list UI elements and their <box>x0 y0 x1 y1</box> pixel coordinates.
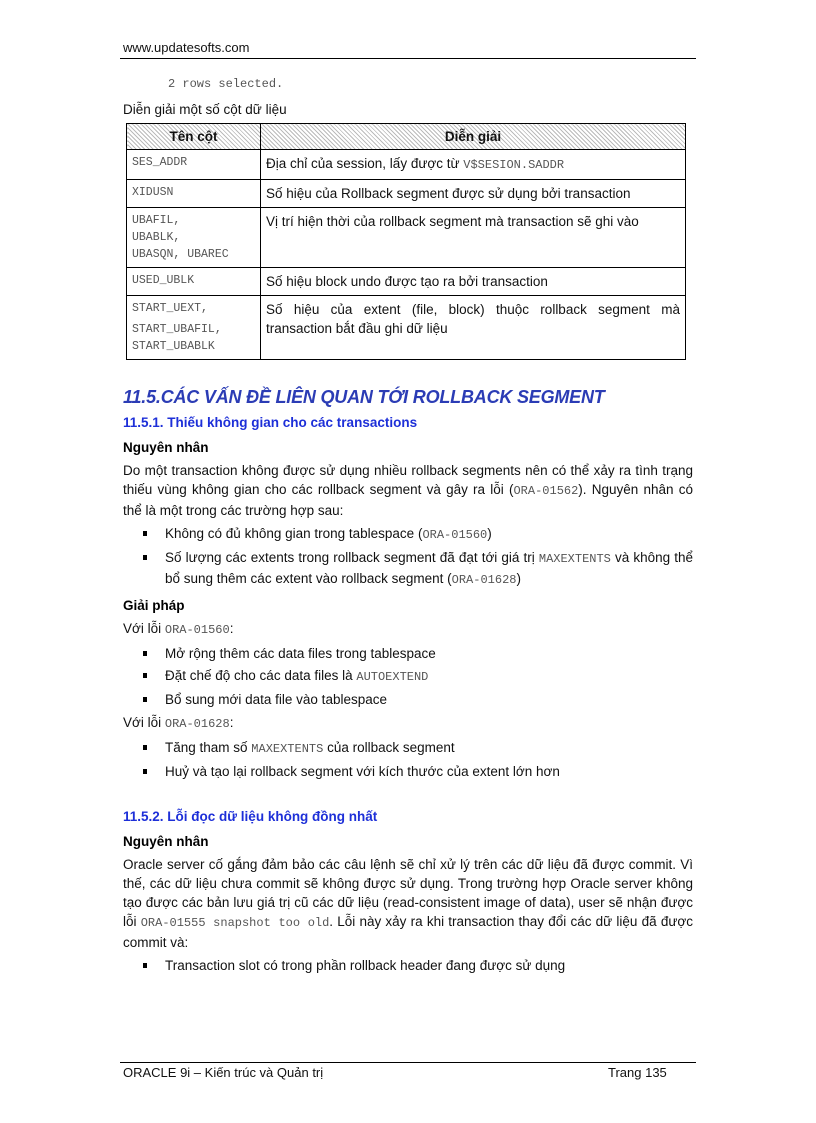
solution-list <box>123 738 693 781</box>
column-description-table <box>126 123 686 360</box>
list-item <box>123 956 693 975</box>
error-intro <box>123 619 693 640</box>
column-name: START_UBABLK <box>132 340 215 353</box>
bullet-icon <box>143 769 147 774</box>
item-text: Số lượng các extents trong rollback segment đã đạt tới giá trị <box>165 550 539 565</box>
list-item <box>123 738 693 759</box>
bullet-icon <box>143 673 147 678</box>
description-cell <box>261 150 686 180</box>
list-item <box>123 690 693 709</box>
column-name-cell <box>127 180 261 208</box>
footer-title: ORACLE 9i – Kiến trúc và Quản trị <box>123 1065 324 1080</box>
item-text: Mở rộng thêm các data files trong tablespace <box>165 646 436 661</box>
cause-heading: Nguyên nhân <box>123 440 209 455</box>
description-cell <box>261 208 686 268</box>
table-caption: Diễn giải một số cột dữ liệu <box>123 102 287 117</box>
cause-text: Do một transaction không được sử dụng nhiều rollback segments nên có thể xảy ra tình trạng thiếu vùng không gian cho các rollback segment và gây ra lỗi ( <box>123 463 693 497</box>
cause-text: . Lỗi này xảy ra khi transaction thay đổi các dữ liệu đã được commit và: <box>123 914 693 950</box>
column-name: USED_UBLK <box>132 274 195 287</box>
item-text: ) <box>487 526 492 541</box>
item-text: Tăng tham số <box>165 740 252 755</box>
description-cell <box>261 180 686 208</box>
item-text: Transaction slot có trong phần rollback header đang được sử dụng <box>165 958 566 973</box>
list-item <box>123 666 693 687</box>
section-title: 11.5.CÁC VẤN ĐỀ LIÊN QUAN TỚI ROLLBACK SEGMENT <box>123 387 605 407</box>
parameter-code: AUTOEXTEND <box>356 670 429 684</box>
header-url[interactable]: www.updatesofts.com <box>123 40 250 55</box>
error-code: ORA-01628 <box>451 573 517 587</box>
item-text: Bổ sung mới data file vào tablespace <box>165 692 387 707</box>
table-row <box>127 268 686 296</box>
table-row <box>127 208 686 268</box>
bullet-icon <box>143 697 147 702</box>
table-header-row <box>127 124 686 150</box>
cause-text: Oracle server cố gắng đảm bảo các câu lệnh sẽ chỉ xử lý trên các dữ liệu đã được commit. Vì thế, các dữ liệu chưa commit sẽ không được sử dụng. Trong trường hợp Oracle server không tạo được các bản lưu giá trị cũ các dữ liệu (read-consistent image of data), user sẽ nhận được lỗi <box>123 857 693 929</box>
error-code: ORA-01555 snapshot too old <box>140 916 330 930</box>
column-name: SES_ADDR <box>132 156 188 169</box>
error-code: ORA-01562 <box>513 484 579 498</box>
page-number: Trang 135 <box>608 1065 667 1080</box>
page-content <box>123 72 693 979</box>
header-description: Diễn giải <box>261 124 686 150</box>
subsection-title: 11.5.2. Lỗi đọc dữ liệu không đồng nhất <box>123 809 378 824</box>
error-intro-text: Với lỗi <box>123 621 165 636</box>
bullet-icon <box>143 963 147 968</box>
column-name: START_UBAFIL, <box>132 323 222 336</box>
item-text: của rollback segment <box>323 740 455 755</box>
column-name: UBABLK, <box>132 231 181 244</box>
header-rule <box>120 58 696 59</box>
error-intro-suffix: : <box>229 715 234 730</box>
bullet-icon <box>143 745 147 750</box>
bullet-icon <box>143 651 147 656</box>
table-row <box>127 180 686 208</box>
column-name-cell <box>127 296 261 360</box>
error-code: ORA-01560 <box>164 623 230 637</box>
column-name-cell <box>127 150 261 180</box>
description-text: Địa chỉ của session, lấy được từ <box>266 156 464 171</box>
code-output: 2 rows selected. <box>168 77 284 91</box>
column-name: UBAFIL, <box>132 214 181 227</box>
cause-list <box>123 524 693 590</box>
solution-heading: Giải pháp <box>123 598 185 613</box>
error-intro-suffix: : <box>229 621 234 636</box>
header-column-name: Tên cột <box>127 124 261 150</box>
cause-heading: Nguyên nhân <box>123 834 209 849</box>
list-item <box>123 644 693 663</box>
cause-paragraph <box>123 855 693 952</box>
item-text: và không thể bổ sung thêm các extent vào rollback segment ( <box>165 550 693 586</box>
error-intro <box>123 713 693 734</box>
description-text: Số hiệu của Rollback segment được sử dụng bởi transaction <box>266 186 631 201</box>
error-code: ORA-01560 <box>422 528 488 542</box>
description-text: Vị trí hiện thời của rollback segment mà transaction sẽ ghi vào <box>266 214 639 229</box>
bullet-icon <box>143 555 147 560</box>
item-text: Không có đủ không gian trong tablespace ( <box>165 526 423 541</box>
table-row <box>127 296 686 360</box>
description-cell <box>261 268 686 296</box>
column-name-cell <box>127 208 261 268</box>
error-code: ORA-01628 <box>164 717 230 731</box>
subsection-title: 11.5.1. Thiếu không gian cho các transactions <box>123 415 418 430</box>
column-name-cell <box>127 268 261 296</box>
description-text: Số hiệu block undo được tạo ra bởi transaction <box>266 274 548 289</box>
column-name: START_UEXT, <box>132 302 208 315</box>
parameter-code: MAXEXTENTS <box>251 742 324 756</box>
item-text: Huỷ và tạo lại rollback segment với kích thước của extent lớn hơn <box>165 764 560 779</box>
cause-text: ). Nguyên nhân có thể là một trong các trường hợp sau: <box>123 482 693 518</box>
table-row <box>127 150 686 180</box>
description-code: V$SESION.SADDR <box>463 158 565 172</box>
column-name: XIDUSN <box>132 186 174 199</box>
list-item <box>123 548 693 590</box>
list-item <box>123 524 693 545</box>
column-name: UBASQN, UBAREC <box>132 248 229 261</box>
cause-list <box>123 956 693 975</box>
bullet-icon <box>143 531 147 536</box>
description-text: Số hiệu của extent (file, block) thuộc rollback segment mà transaction bắt đầu ghi dữ liệu <box>266 302 680 336</box>
item-text: Đặt chế độ cho các data files là <box>165 668 357 683</box>
parameter-code: MAXEXTENTS <box>538 552 611 566</box>
description-cell <box>261 296 686 360</box>
solution-list <box>123 644 693 709</box>
cause-paragraph <box>123 461 693 520</box>
error-intro-text: Với lỗi <box>123 715 165 730</box>
list-item <box>123 762 693 781</box>
item-text: ) <box>516 571 521 586</box>
footer-rule <box>120 1062 696 1063</box>
